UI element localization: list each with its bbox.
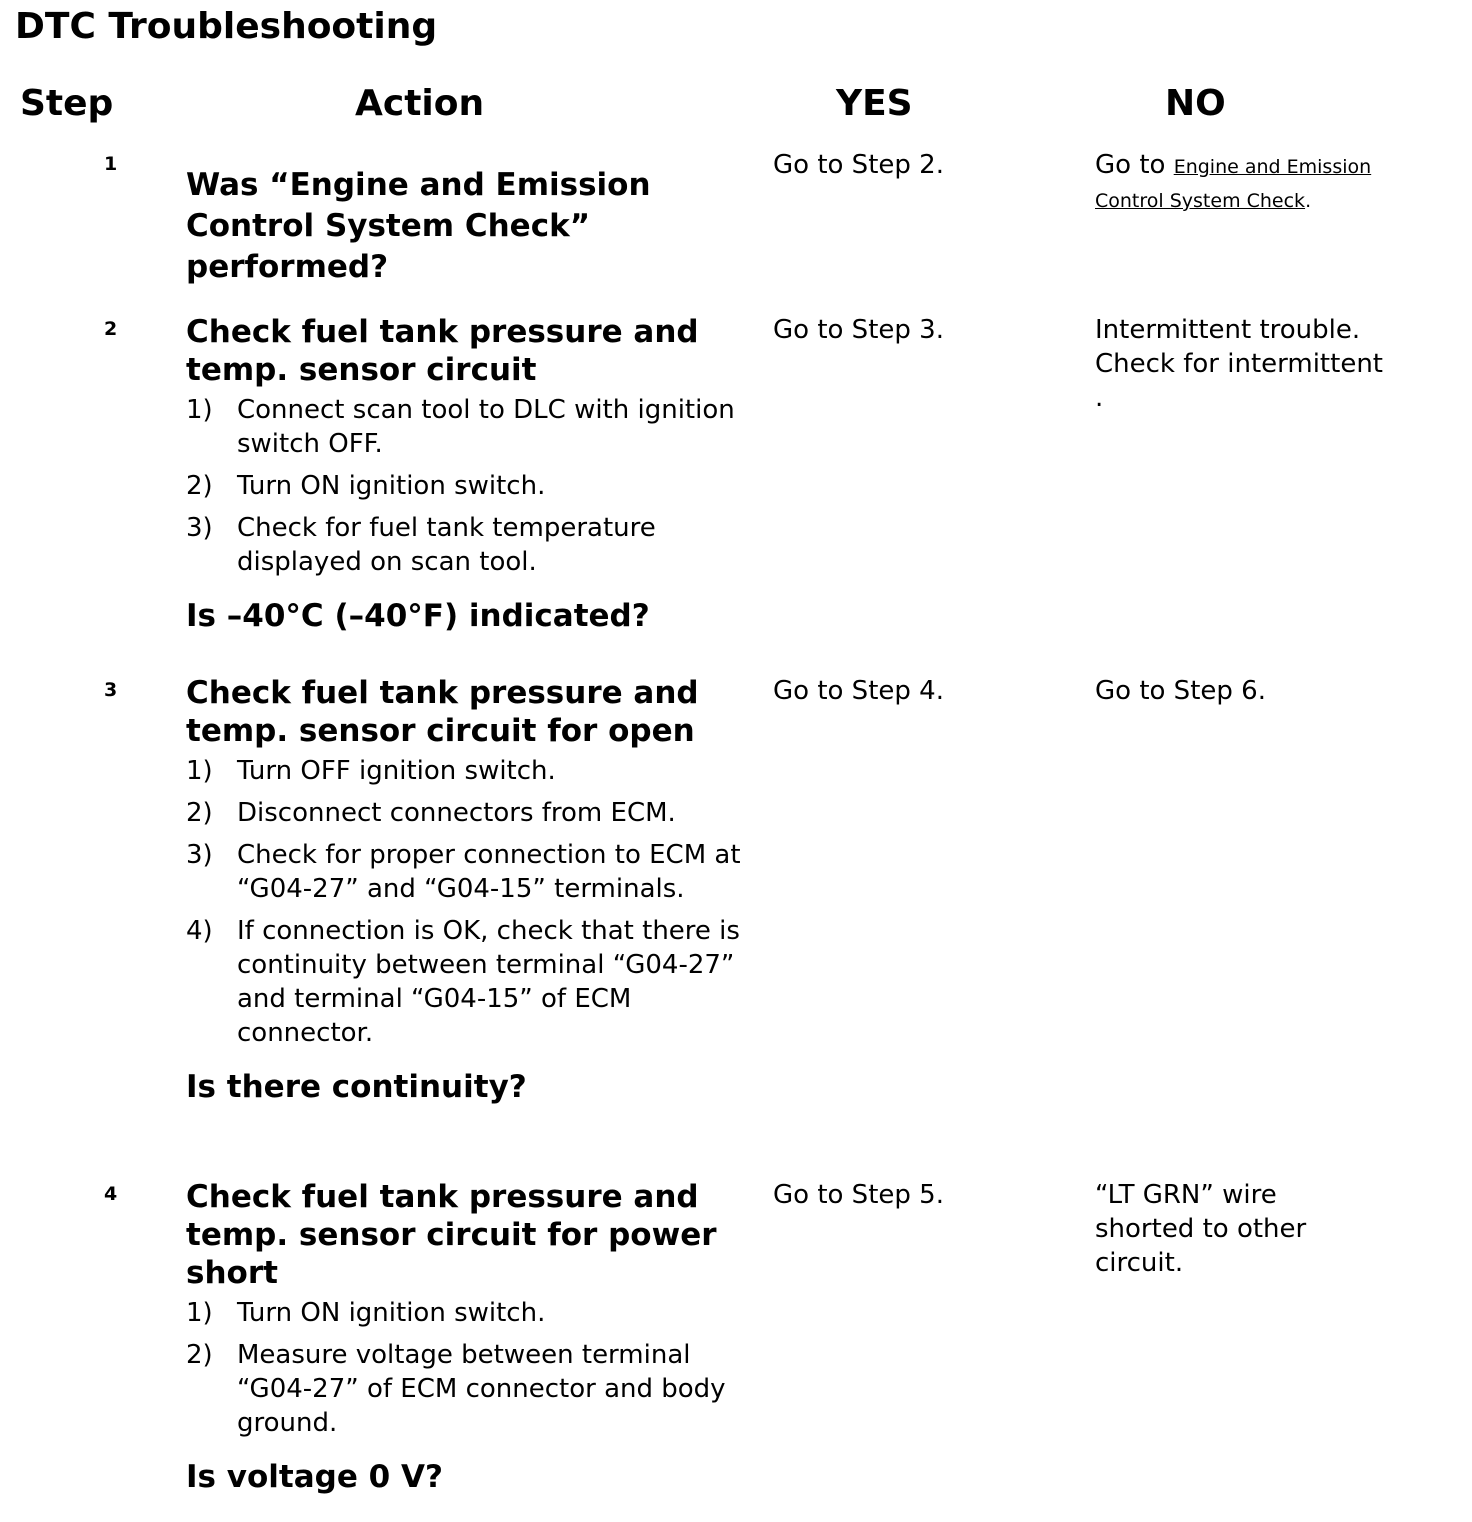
step-title: Check fuel tank pressure and temp. sensor circuit for open xyxy=(186,675,699,749)
sub-step-text: Check for proper connection to ECM at “G04-27” and “G04-15” terminals. xyxy=(237,840,741,904)
column-header-step: Step xyxy=(20,83,114,124)
step-4-action xyxy=(186,1178,726,1496)
sub-step xyxy=(186,754,746,788)
sub-step-text: Turn ON ignition switch. xyxy=(237,1298,546,1328)
column-header-yes: YES xyxy=(836,83,913,124)
sub-step xyxy=(186,796,746,830)
step-question: Is voltage 0 V? xyxy=(186,1459,443,1495)
step-title: Was “Engine and Emission Control System Check” performed? xyxy=(186,167,651,285)
step-number: 2 xyxy=(104,318,118,340)
sub-step xyxy=(186,469,746,503)
step-2-no: Intermittent trouble. Check for intermittent . xyxy=(1095,315,1383,413)
step-4-no: “LT GRN” wire shorted to other circuit. xyxy=(1095,1180,1307,1278)
sub-step xyxy=(186,838,746,906)
step-1-action xyxy=(186,165,706,288)
sub-step-number: 1) xyxy=(186,1298,213,1328)
sub-step-text: If connection is OK, check that there is continuity between terminal “G04-27” and terminal “G04-15” of ECM connector. xyxy=(237,916,740,1048)
sub-step-list xyxy=(186,393,746,579)
step-4-yes: Go to Step 5. xyxy=(773,1180,944,1210)
sub-step xyxy=(186,511,746,579)
sub-step xyxy=(186,914,746,1050)
sub-step-number: 1) xyxy=(186,756,213,786)
step-3-action xyxy=(186,674,746,1106)
sub-step-number: 1) xyxy=(186,395,213,425)
sub-step-number: 2) xyxy=(186,1340,213,1370)
engine-emission-check-link[interactable]: Engine and Emission Control System Check xyxy=(1095,156,1372,212)
step-3-yes: Go to Step 4. xyxy=(773,676,944,706)
step-title: Check fuel tank pressure and temp. sensor circuit for power short xyxy=(186,1179,717,1291)
step-number: 3 xyxy=(104,679,118,701)
sub-step-list xyxy=(186,1296,726,1440)
sub-step-list xyxy=(186,754,746,1050)
sub-step-number: 2) xyxy=(186,798,213,828)
step-2-yes: Go to Step 3. xyxy=(773,315,944,345)
sub-step-text: Check for fuel tank temperature displayed on scan tool. xyxy=(237,513,656,577)
no-prefix: Go to xyxy=(1095,150,1174,180)
step-2-action xyxy=(186,313,746,635)
column-header-no: NO xyxy=(1165,83,1226,124)
step-1-no xyxy=(1095,148,1385,218)
sub-step-number: 3) xyxy=(186,513,213,543)
step-3-no: Go to Step 6. xyxy=(1095,676,1266,706)
step-1-yes: Go to Step 2. xyxy=(773,150,944,180)
sub-step-text: Measure voltage between terminal “G04-27” of ECM connector and body ground. xyxy=(237,1340,726,1438)
no-suffix: . xyxy=(1305,190,1312,212)
sub-step-number: 4) xyxy=(186,916,213,946)
step-number: 4 xyxy=(104,1183,118,1205)
sub-step-number: 2) xyxy=(186,471,213,501)
page-title: DTC Troubleshooting xyxy=(15,6,438,47)
sub-step-text: Disconnect connectors from ECM. xyxy=(237,798,676,828)
sub-step xyxy=(186,1338,726,1440)
sub-step-text: Turn ON ignition switch. xyxy=(237,471,546,501)
step-question: Is there continuity? xyxy=(186,1069,527,1105)
column-header-action: Action xyxy=(355,83,485,124)
step-question: Is –40°C (–40°F) indicated? xyxy=(186,598,650,634)
sub-step-text: Turn OFF ignition switch. xyxy=(237,756,556,786)
sub-step xyxy=(186,393,746,461)
step-title: Check fuel tank pressure and temp. sensor circuit xyxy=(186,314,699,388)
sub-step xyxy=(186,1296,726,1330)
sub-step-text: Connect scan tool to DLC with ignition switch OFF. xyxy=(237,395,735,459)
step-number: 1 xyxy=(104,153,118,175)
sub-step-number: 3) xyxy=(186,840,213,870)
